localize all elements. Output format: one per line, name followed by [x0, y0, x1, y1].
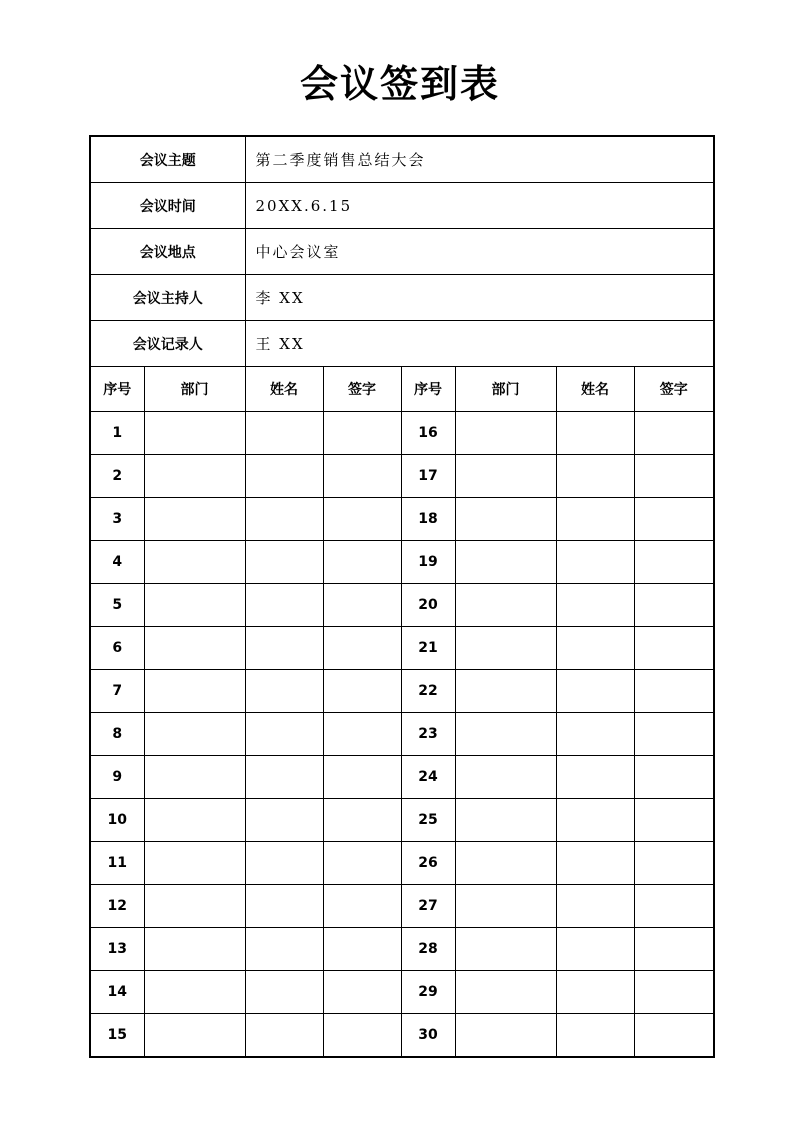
- department-cell[interactable]: [144, 756, 245, 799]
- department-cell[interactable]: [455, 541, 556, 584]
- row-number: 4: [90, 541, 144, 584]
- info-label: 会议地点: [90, 229, 245, 275]
- column-header: 序号: [90, 367, 144, 412]
- department-cell[interactable]: [455, 412, 556, 455]
- signature-cell[interactable]: [634, 584, 714, 627]
- row-number: 23: [401, 713, 455, 756]
- row-number: 22: [401, 670, 455, 713]
- name-cell[interactable]: [556, 455, 634, 498]
- signature-cell[interactable]: [323, 885, 401, 928]
- signature-cell[interactable]: [634, 1014, 714, 1058]
- info-label: 会议主持人: [90, 275, 245, 321]
- sign-in-table: [89, 135, 715, 1058]
- table-row: [90, 541, 714, 584]
- name-cell[interactable]: [556, 584, 634, 627]
- row-number: 7: [90, 670, 144, 713]
- signature-cell[interactable]: [323, 412, 401, 455]
- signature-cell[interactable]: [634, 842, 714, 885]
- signature-cell[interactable]: [323, 928, 401, 971]
- name-cell[interactable]: [556, 498, 634, 541]
- table-row: [90, 928, 714, 971]
- department-cell[interactable]: [455, 885, 556, 928]
- department-cell[interactable]: [455, 799, 556, 842]
- signature-cell[interactable]: [323, 713, 401, 756]
- row-number: 9: [90, 756, 144, 799]
- signature-cell[interactable]: [323, 799, 401, 842]
- info-label: 会议主题: [90, 136, 245, 183]
- column-header: 姓名: [556, 367, 634, 412]
- signature-cell[interactable]: [634, 670, 714, 713]
- department-cell[interactable]: [144, 885, 245, 928]
- name-cell[interactable]: [245, 670, 323, 713]
- table-row: [90, 498, 714, 541]
- department-cell[interactable]: [144, 412, 245, 455]
- department-cell[interactable]: [144, 498, 245, 541]
- department-cell[interactable]: [144, 842, 245, 885]
- column-header: 签字: [634, 367, 714, 412]
- info-row-host: [90, 275, 714, 321]
- department-cell[interactable]: [455, 928, 556, 971]
- name-cell[interactable]: [556, 541, 634, 584]
- row-number: 16: [401, 412, 455, 455]
- row-number: 13: [90, 928, 144, 971]
- row-number: 25: [401, 799, 455, 842]
- info-row-recorder: [90, 321, 714, 367]
- name-cell[interactable]: [245, 885, 323, 928]
- row-number: 5: [90, 584, 144, 627]
- page-title: 会议签到表: [299, 62, 500, 106]
- signature-cell[interactable]: [634, 498, 714, 541]
- info-value: 王 XX: [245, 321, 714, 367]
- row-number: 28: [401, 928, 455, 971]
- name-cell[interactable]: [245, 842, 323, 885]
- name-cell[interactable]: [245, 756, 323, 799]
- signature-cell[interactable]: [323, 584, 401, 627]
- name-cell[interactable]: [245, 455, 323, 498]
- department-cell[interactable]: [455, 627, 556, 670]
- name-cell[interactable]: [245, 1014, 323, 1058]
- signature-cell[interactable]: [634, 455, 714, 498]
- row-number: 6: [90, 627, 144, 670]
- department-cell[interactable]: [144, 455, 245, 498]
- name-cell[interactable]: [556, 627, 634, 670]
- info-value: 第二季度销售总结大会: [245, 136, 714, 183]
- signature-cell[interactable]: [634, 412, 714, 455]
- name-cell[interactable]: [556, 885, 634, 928]
- department-cell[interactable]: [144, 928, 245, 971]
- info-label: 会议时间: [90, 183, 245, 229]
- department-cell[interactable]: [144, 1014, 245, 1058]
- signature-cell[interactable]: [323, 541, 401, 584]
- row-number: 2: [90, 455, 144, 498]
- info-value: 中心会议室: [245, 229, 714, 275]
- row-number: 12: [90, 885, 144, 928]
- department-cell[interactable]: [455, 756, 556, 799]
- department-cell[interactable]: [455, 455, 556, 498]
- department-cell[interactable]: [144, 799, 245, 842]
- row-number: 21: [401, 627, 455, 670]
- column-header: 序号: [401, 367, 455, 412]
- name-cell[interactable]: [556, 971, 634, 1014]
- name-cell[interactable]: [556, 670, 634, 713]
- row-number: 1: [90, 412, 144, 455]
- info-row-location: [90, 229, 714, 275]
- info-value: 李 XX: [245, 275, 714, 321]
- info-row-time: [90, 183, 714, 229]
- table-row: [90, 455, 714, 498]
- signature-cell[interactable]: [323, 1014, 401, 1058]
- name-cell[interactable]: [556, 928, 634, 971]
- table-row: [90, 670, 714, 713]
- department-cell[interactable]: [455, 670, 556, 713]
- signature-cell[interactable]: [634, 799, 714, 842]
- name-cell[interactable]: [556, 1014, 634, 1058]
- signature-cell[interactable]: [323, 756, 401, 799]
- signature-cell[interactable]: [634, 541, 714, 584]
- signature-cell[interactable]: [634, 756, 714, 799]
- name-cell[interactable]: [245, 412, 323, 455]
- department-cell[interactable]: [144, 627, 245, 670]
- info-value: 20XX.6.15: [245, 183, 714, 229]
- name-cell[interactable]: [245, 498, 323, 541]
- signature-cell[interactable]: [634, 885, 714, 928]
- table-row: [90, 713, 714, 756]
- department-cell[interactable]: [455, 498, 556, 541]
- row-number: 10: [90, 799, 144, 842]
- department-cell[interactable]: [455, 584, 556, 627]
- row-number: 19: [401, 541, 455, 584]
- department-cell[interactable]: [455, 1014, 556, 1058]
- row-number: 8: [90, 713, 144, 756]
- row-number: 15: [90, 1014, 144, 1058]
- name-cell[interactable]: [245, 627, 323, 670]
- table-row: [90, 842, 714, 885]
- department-cell[interactable]: [144, 713, 245, 756]
- signature-cell[interactable]: [634, 627, 714, 670]
- row-number: 17: [401, 455, 455, 498]
- table-row: [90, 756, 714, 799]
- table-row: [90, 885, 714, 928]
- signature-cell[interactable]: [323, 971, 401, 1014]
- name-cell[interactable]: [245, 928, 323, 971]
- signature-cell[interactable]: [634, 713, 714, 756]
- table-row: [90, 799, 714, 842]
- signature-cell[interactable]: [323, 455, 401, 498]
- department-cell[interactable]: [455, 713, 556, 756]
- column-header: 姓名: [245, 367, 323, 412]
- table-row: [90, 412, 714, 455]
- department-cell[interactable]: [144, 541, 245, 584]
- table-row: [90, 627, 714, 670]
- signature-cell[interactable]: [634, 971, 714, 1014]
- column-header-row: [90, 367, 714, 412]
- department-cell[interactable]: [144, 584, 245, 627]
- row-number: 18: [401, 498, 455, 541]
- column-header: 签字: [323, 367, 401, 412]
- name-cell[interactable]: [245, 799, 323, 842]
- info-label: 会议记录人: [90, 321, 245, 367]
- row-number: 27: [401, 885, 455, 928]
- column-header: 部门: [144, 367, 245, 412]
- name-cell[interactable]: [245, 971, 323, 1014]
- row-number: 30: [401, 1014, 455, 1058]
- row-number: 26: [401, 842, 455, 885]
- department-cell[interactable]: [144, 971, 245, 1014]
- row-number: 3: [90, 498, 144, 541]
- table-row: [90, 1014, 714, 1058]
- department-cell[interactable]: [455, 842, 556, 885]
- row-number: 20: [401, 584, 455, 627]
- name-cell[interactable]: [556, 756, 634, 799]
- department-cell[interactable]: [455, 971, 556, 1014]
- column-header: 部门: [455, 367, 556, 412]
- name-cell[interactable]: [245, 584, 323, 627]
- name-cell[interactable]: [556, 842, 634, 885]
- row-number: 29: [401, 971, 455, 1014]
- table-row: [90, 584, 714, 627]
- row-number: 24: [401, 756, 455, 799]
- name-cell[interactable]: [556, 799, 634, 842]
- row-number: 14: [90, 971, 144, 1014]
- signature-cell[interactable]: [634, 928, 714, 971]
- signature-cell[interactable]: [323, 498, 401, 541]
- info-row-topic: [90, 136, 714, 183]
- name-cell[interactable]: [556, 412, 634, 455]
- name-cell[interactable]: [245, 713, 323, 756]
- signature-cell[interactable]: [323, 670, 401, 713]
- name-cell[interactable]: [245, 541, 323, 584]
- signature-cell[interactable]: [323, 842, 401, 885]
- signature-cell[interactable]: [323, 627, 401, 670]
- table-row: [90, 971, 714, 1014]
- department-cell[interactable]: [144, 670, 245, 713]
- name-cell[interactable]: [556, 713, 634, 756]
- row-number: 11: [90, 842, 144, 885]
